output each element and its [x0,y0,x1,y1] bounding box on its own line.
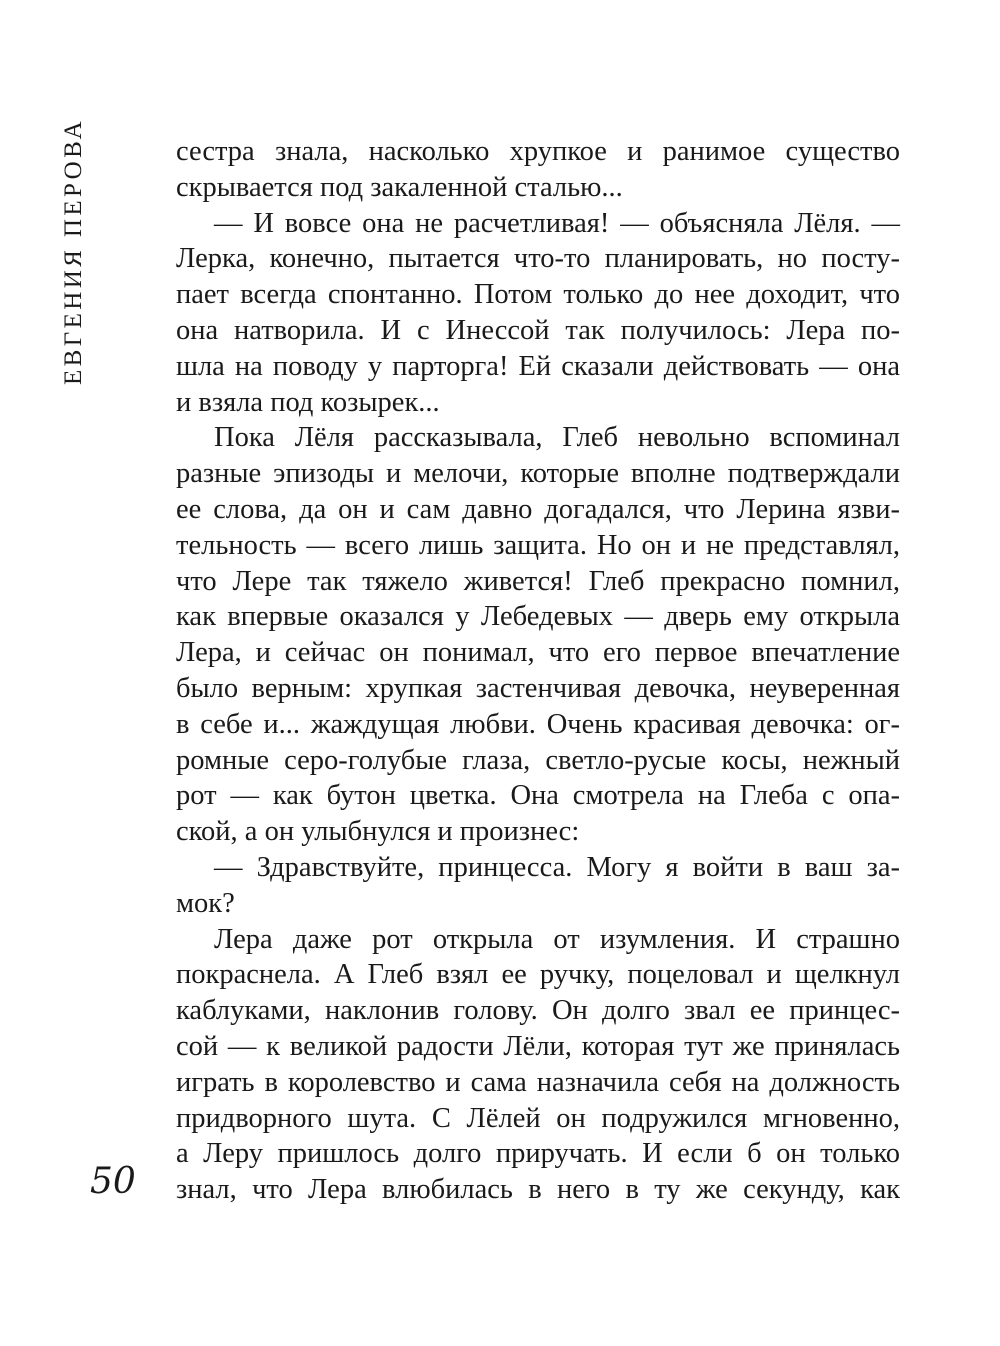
text-line: сестра знала, насколько хрупкое и ранимое существо [176,136,900,167]
text-line: — И вовсе она не расчетливая! — объясняла Лёля. — [214,207,900,239]
text-line: скрывается под закаленной сталью... [176,171,623,203]
text-line: пает всегда спонтанно. Потом только до нее доходит, что [176,279,900,311]
text-line: разные эпизоды и мелочи, которые вполне подтверждали [176,458,900,490]
text-line: как впервые оказался у Лебедевых — дверь ему открыла [176,601,900,633]
text-line: рот — как бутон цветка. Она смотрела на Глеба с опа- [176,780,900,812]
text-line: и взяла под козырек... [176,386,440,418]
running-head-author: ЕВГЕНИЯ ПЕРОВА [60,117,87,385]
text-line: тельность — всего лишь защита. Но он и не представлял, [176,529,900,561]
text-line: ской, а он улыбнулся и произнес: [176,816,580,848]
text-line: придворного шута. С Лёлей он подружился мгновенно, [176,1102,900,1134]
text-line: каблуками, наклонив голову. Он долго звал ее принцес- [176,995,900,1027]
text-line: ромные серо-голубые глаза, светло-русые косы, нежный [176,744,900,776]
text-line: что Лере так тяжело живется! Глеб прекрасно помнил, [176,565,900,597]
text-line: Лера, и сейчас он понимал, что его первое впечатление [176,637,900,669]
text-line: знал, что Лера влюбилась в него в ту же секунду, как [176,1174,900,1206]
text-line: шла на поводу у парторга! Ей сказали действовать — она [176,350,900,382]
text-line: покраснела. А Глеб взял ее ручку, поцеловал и щелкнул [176,959,900,991]
page-number: 50 [90,1161,136,1202]
text-line: мок? [176,887,235,919]
text-line: она натворила. И с Инессой так получилось: Лера по- [176,314,900,346]
text-line: а Леру пришлось долго приручать. И если б он только [176,1138,900,1170]
text-line: ее слова, да он и сам давно догадался, что Лерина язви- [176,493,900,525]
text-line: — Здравствуйте, принцесса. Могу я войти в ваш за- [214,851,900,883]
text-line: сой — к великой радости Лёли, которая тут же принялась [176,1030,900,1062]
body-text [176,134,900,1208]
text-line: Пока Лёля рассказывала, Глеб невольно вспоминал [214,422,900,454]
text-line: было верным: хрупкая застенчивая девочка, неуверенная [176,672,900,704]
text-line: Лерка, конечно, пытается что-то планировать, но посту- [176,243,900,275]
text-line: Лера даже рот открыла от изумления. И страшно [214,923,900,955]
text-line: играть в королевство и сама назначила себя на должность [176,1066,900,1098]
text-line: в себе и... жаждущая любви. Очень красивая девочка: ог- [176,708,900,740]
